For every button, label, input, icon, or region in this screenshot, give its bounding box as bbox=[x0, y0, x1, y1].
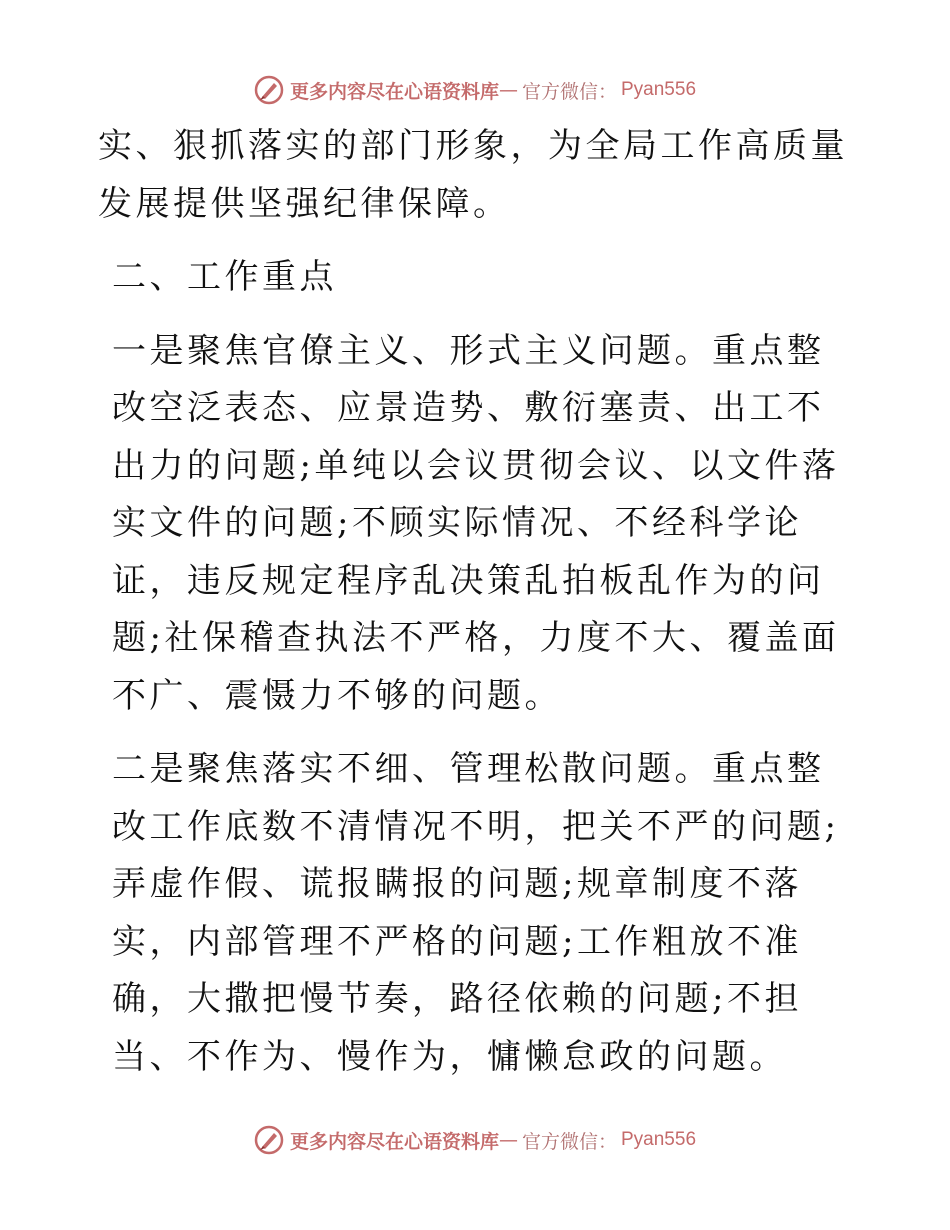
watermark-site-name: 更多内容尽在心语资料库 bbox=[289, 1130, 499, 1153]
watermark-dash: — bbox=[498, 1129, 518, 1151]
paragraph-continued: 实、狠抓落实的部门形象，为全局工作高质量发展提供坚强纪律保障。 bbox=[98, 126, 848, 224]
paragraph-point-two: 二是聚焦落实不细、管理松散问题。重点整改工作底数不清情况不明，把关不严的问题;弄虚作假、谎报瞒报的问题;规章制度不落实，内部管理不严格的问题;工作粗放不准确，大撒把慢节奏，路径依赖的问题;不担当、不作为、慢作为，慵懒怠政的问题。 bbox=[112, 749, 840, 1077]
header-watermark bbox=[0, 70, 950, 110]
document-body bbox=[98, 118, 853, 1102]
watermark-label: 官方微信： bbox=[521, 1130, 617, 1153]
quill-logo-icon bbox=[254, 1125, 284, 1155]
watermark-account: Pyan556 bbox=[621, 79, 697, 100]
paragraph-point-one: 一是聚焦官僚主义、形式主义问题。重点整改空泛表态、应景造势、敷衍塞责、出工不出力的问题;单纯以会议贯彻会议、以文件落实文件的问题;不顾实际情况、不经科学论证，违反规定程序乱决策乱拍板乱作为的问题;社保稽查执法不严格，力度不大、覆盖面不广、震慑力不够的问题。 bbox=[112, 330, 840, 716]
watermark-dash: — bbox=[498, 79, 518, 101]
watermark-account: Pyan556 bbox=[621, 1129, 697, 1150]
watermark-site-name: 更多内容尽在心语资料库 bbox=[289, 80, 499, 103]
footer-watermark bbox=[0, 1120, 950, 1160]
watermark-label: 官方微信： bbox=[521, 80, 617, 103]
section-heading: 二、工作重点 bbox=[112, 257, 337, 297]
quill-logo-icon bbox=[254, 75, 284, 105]
